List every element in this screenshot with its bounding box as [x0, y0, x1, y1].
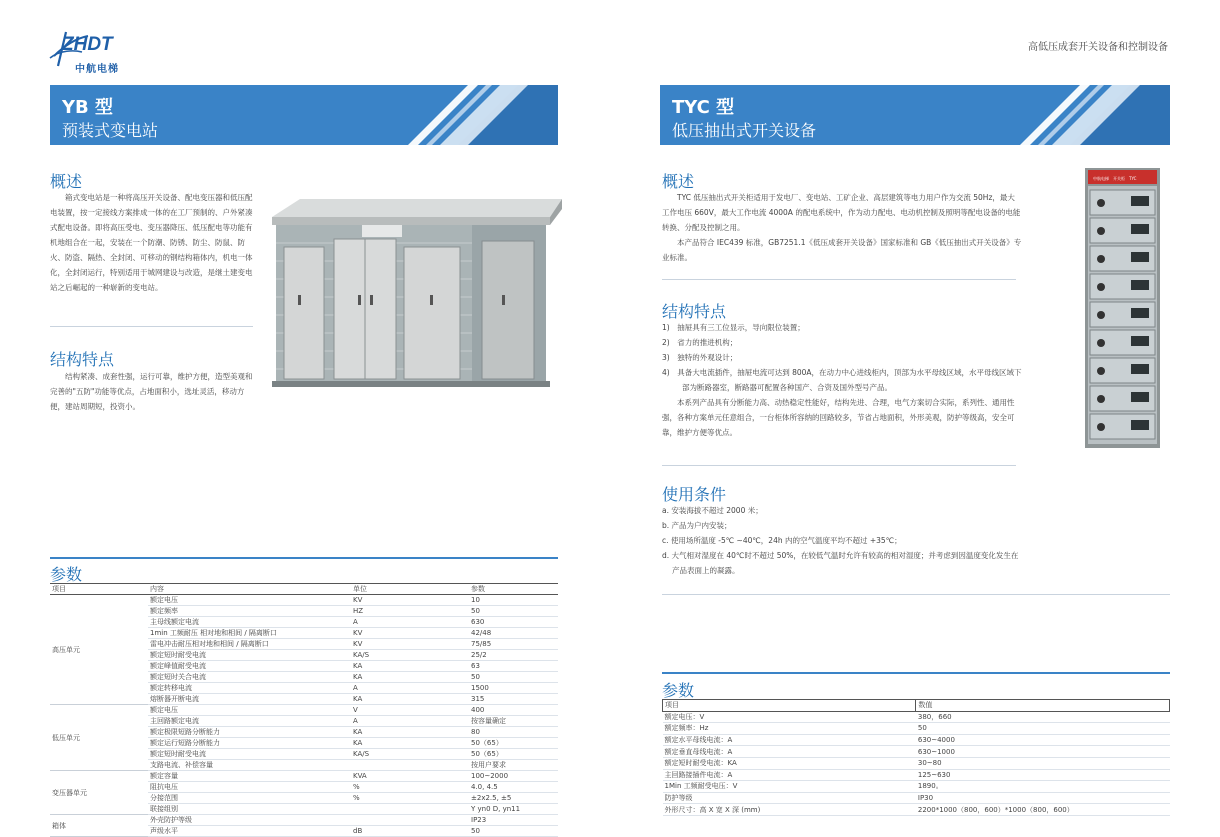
table-cell: 25/2 [469, 650, 558, 661]
table-cell: 额定频率 [148, 606, 351, 617]
table-cell [351, 760, 469, 771]
table-cell: 50 [469, 672, 558, 683]
divider [662, 594, 1170, 595]
divider [662, 279, 1016, 280]
table-cell: 315 [469, 694, 558, 705]
conditions-list [662, 503, 1022, 578]
table-row [663, 769, 1170, 781]
table-cell: 额定电压 [148, 595, 351, 606]
table-cell: 防护等级 [663, 792, 916, 804]
table-cell: KA/S [351, 749, 469, 760]
table-cell: A [351, 716, 469, 727]
table-header-cell: 内容 [148, 584, 351, 595]
table-cell: 80 [469, 727, 558, 738]
table-cell: % [351, 782, 469, 793]
table-header-cell: 项目 [50, 584, 148, 595]
table-group-cell: 高压单元 [50, 595, 148, 705]
divider [662, 465, 1016, 466]
table-cell: 125~630 [916, 769, 1170, 781]
divider-blue [662, 672, 1170, 674]
table-row [663, 734, 1170, 746]
table-header-cell: 单位 [351, 584, 469, 595]
table-row [663, 781, 1170, 793]
features-text [50, 369, 256, 414]
section-title-features: 结构特点 [662, 302, 727, 321]
features-item: 1) 抽屉具有三工位显示，导向限位装置； [662, 323, 805, 332]
table-cell: 外形尺寸：高 X 宽 X 深 (mm) [663, 804, 916, 816]
drawer-meter-icon [1131, 364, 1149, 374]
table-cell: KA/S [351, 650, 469, 661]
overview-paragraph: 箱式变电站是一种将高压开关设备、配电变压器和低压配电装置，按一定接线方案排成一体的在工厂预制的、户外紧凑式配电设备。即将高压受电、变压器降压、低压配电等功能有机地组合在一起，安装在一个防潮、防锈、防尘、防鼠、防火、防盗、隔热、全封闭、可移动的钢结构箱体内，机电一体化，全封闭运行，特别适用于城网建设与改造，是继土建变电站之后崛起的一种崭新的变电站。 [50, 193, 253, 292]
drawer-handle-icon [1097, 199, 1105, 207]
table-cell: 1500 [469, 683, 558, 694]
table-cell: KA [351, 694, 469, 705]
table-cell: 额定转移电流 [148, 683, 351, 694]
table-cell: 1890。 [916, 781, 1170, 793]
table-cell: KVA [351, 771, 469, 782]
table-cell: 380，660 [916, 711, 1170, 723]
table-cell: 额定电压 [148, 705, 351, 716]
section-title-overview: 概述 [50, 172, 83, 191]
table-cell: 按容量确定 [469, 716, 558, 727]
table-cell: A [351, 617, 469, 628]
drawer-handle-icon [1097, 255, 1105, 263]
table-cell: 630 [469, 617, 558, 628]
table-cell: IP23 [469, 815, 558, 826]
conditions-item: c. 使用场所温度 -5℃ ~40℃，24h 内的空气温度平均不超过 +35℃； [662, 536, 902, 545]
overview-text [662, 190, 1022, 265]
table-cell: IP30 [916, 792, 1170, 804]
drawer-meter-icon [1131, 308, 1149, 318]
features-paragraph: 本系列产品具有分断能力高、动热稳定性能好，结构先进、合理，电气方案切合实际，系列性、通用性强，各种方案单元任意组合，一台柜体所容纳的回路较多，节省占地面积，外形美观，防护等级高，安全可靠，维护方便等优点。 [662, 398, 1015, 437]
banner-title: TYC 型 [672, 97, 735, 118]
divider [50, 326, 253, 327]
drawer-handle-icon [1097, 339, 1105, 347]
table-cell: 400 [469, 705, 558, 716]
table-row [663, 723, 1170, 735]
table-cell: 熔断器开断电流 [148, 694, 351, 705]
table-cell: 50 [469, 606, 558, 617]
switchgear-cabinet-image [1085, 168, 1160, 448]
table-row [663, 711, 1170, 723]
table-cell: 额定垂直母线电流：A [663, 746, 916, 758]
table-cell: KA [351, 672, 469, 683]
divider-blue [50, 557, 558, 559]
table-cell: KA [351, 661, 469, 672]
params-table [50, 583, 558, 837]
table-cell: 额定电压：V [663, 711, 916, 723]
banner-stripes-icon [378, 85, 558, 145]
table-cell: 100~2000 [469, 771, 558, 782]
table-cell: KV [351, 639, 469, 650]
table-cell: 50 [916, 723, 1170, 735]
table-header-cell: 参数 [469, 584, 558, 595]
table-cell: 主母线额定电流 [148, 617, 351, 628]
banner-title: YB 型 [62, 97, 114, 118]
features-item: 3) 独特的外观设计； [662, 353, 738, 362]
drawer-handle-icon [1097, 395, 1105, 403]
table-cell: 阻抗电压 [148, 782, 351, 793]
drawer-handle-icon [1097, 227, 1105, 235]
substation-image [272, 195, 562, 387]
table-row [663, 746, 1170, 758]
params-table [662, 699, 1170, 816]
table-cell: 630~4000 [916, 734, 1170, 746]
table-cell: 4.0, 4.5 [469, 782, 558, 793]
table-header-cell: 项目 [663, 700, 916, 712]
banner-subtitle: 低压抽出式开关设备 [672, 121, 817, 140]
section-title-overview: 概述 [662, 172, 695, 191]
conditions-item: b. 产品为户内安装； [662, 521, 732, 530]
drawer-handle-icon [1097, 367, 1105, 375]
table-cell: KA [351, 738, 469, 749]
table-cell: A [351, 683, 469, 694]
table-cell: 75/85 [469, 639, 558, 650]
table-header-row [663, 700, 1170, 712]
table-cell: 联接组别 [148, 804, 351, 815]
drawer-meter-icon [1131, 420, 1149, 430]
table-cell: V [351, 705, 469, 716]
page-header-title: 高低压成套开关设备和控制设备 [1028, 42, 1168, 53]
logo-text: ZHDT [62, 34, 113, 55]
drawer-handle-icon [1097, 423, 1105, 431]
table-cell: 支路电流、补偿容量 [148, 760, 351, 771]
table-cell: 按用户要求 [469, 760, 558, 771]
logo-subtitle: 中航电梯 [75, 64, 119, 75]
conditions-item: a. 安装海拔不超过 2000 米； [662, 506, 763, 515]
table-cell: Y yn0 D, yn11 [469, 804, 558, 815]
table-cell: 30~80 [916, 757, 1170, 769]
table-header-cell: 数值 [916, 700, 1170, 712]
table-cell: 1Min 工频耐受电压：V [663, 781, 916, 793]
table-group-cell: 低压单元 [50, 705, 148, 771]
table-cell: HZ [351, 606, 469, 617]
section-title-features: 结构特点 [50, 350, 115, 369]
table-row [50, 815, 558, 826]
cabinet-label: 中航电梯 开关柜 TYC [1093, 176, 1137, 181]
table-cell: 额定短时耐受电流：KA [663, 757, 916, 769]
section-title-conditions: 使用条件 [662, 485, 727, 504]
table-row [663, 804, 1170, 816]
table-cell: 额定水平母线电流：A [663, 734, 916, 746]
table-cell: 额定容量 [148, 771, 351, 782]
table-cell: 10 [469, 595, 558, 606]
drawer-meter-icon [1131, 196, 1149, 206]
banner-stripes-icon [990, 85, 1170, 145]
table-cell: ±2x2.5, ±5 [469, 793, 558, 804]
table-row [50, 771, 558, 782]
table-cell: 50（65） [469, 738, 558, 749]
table-cell: 雷电冲击耐压相对地和相间 / 隔离断口 [148, 639, 351, 650]
table-cell: KV [351, 595, 469, 606]
overview-paragraph: 本产品符合 IEC439 标准，GB7251.1《低压成套开关设备》国家标准和 GB《低压抽出式开关设备》专业标准。 [662, 238, 1022, 262]
drawer-meter-icon [1131, 392, 1149, 402]
table-cell: 63 [469, 661, 558, 672]
table-cell: 50 [469, 826, 558, 837]
features-list [662, 320, 1022, 440]
table-cell [351, 804, 469, 815]
table-cell: 主回路额定电流 [148, 716, 351, 727]
drawer-meter-icon [1131, 336, 1149, 346]
drawer-handle-icon [1097, 311, 1105, 319]
banner-subtitle: 预装式变电站 [62, 121, 159, 140]
features-item: 2) 省力的推进机构； [662, 338, 738, 347]
table-cell: 1min 工频耐压 相对地和相间 / 隔离断口 [148, 628, 351, 639]
table-header-row [50, 584, 558, 595]
table-row [50, 705, 558, 716]
banner-yb [50, 85, 558, 145]
table-row [663, 792, 1170, 804]
table-cell: KV [351, 628, 469, 639]
conditions-item: d. 大气相对湿度在 40℃时不超过 50%，在较低气温时允许有较高的相对湿度；并考虑到因温度变化发生在产品表面上的凝露。 [662, 551, 1019, 575]
table-cell: 630~1000 [916, 746, 1170, 758]
table-cell: 主回路接插件电流：A [663, 769, 916, 781]
table-cell: 额定短时耐受电流 [148, 749, 351, 760]
table-cell: 额定频率：Hz [663, 723, 916, 735]
drawer-meter-icon [1131, 224, 1149, 234]
table-group-cell: 变压器单元 [50, 771, 148, 815]
table-cell: 额定运行短路分断能力 [148, 738, 351, 749]
table-cell: % [351, 793, 469, 804]
table-cell: 分接范围 [148, 793, 351, 804]
table-row [50, 595, 558, 606]
table-cell: 额定短时关合电流 [148, 672, 351, 683]
table-cell: 2200*1000（800，600）*1000（800，600） [916, 804, 1170, 816]
overview-text [50, 190, 256, 295]
features-paragraph: 结构紧凑、成套性强，运行可靠，维护方便，造型美观和完善的"五防"功能等优点，占地面积小，选址灵活，移动方便，建站周期短，投资小。 [50, 372, 253, 411]
table-cell: 声级水平 [148, 826, 351, 837]
drawer-meter-icon [1131, 252, 1149, 262]
table-cell [351, 815, 469, 826]
table-cell: 外壳防护等级 [148, 815, 351, 826]
table-cell: 额定短时耐受电流 [148, 650, 351, 661]
table-cell: dB [351, 826, 469, 837]
table-cell: 42/48 [469, 628, 558, 639]
drawer-meter-icon [1131, 280, 1149, 290]
table-cell: 额定极限短路分断能力 [148, 727, 351, 738]
table-cell: 额定峰值耐受电流 [148, 661, 351, 672]
features-item: 4) 具备大电流插件，抽屉电流可达到 800A，在动力中心进线柜内，顶部为水平母线区域，水平母线区域下部为断路器室，断路器可配置各种国产、合资及国外型号产品。 [662, 368, 1022, 392]
overview-paragraph: TYC 低压抽出式开关柜适用于发电厂、变电站、工矿企业、高层建筑等电力用户作为交流 50Hz，最大工作电压 660V，最大工作电流 4000A 的配电系统中，作为动力配电、电动机控制及照明等配电设备的电能转换、分配及控制之用。 [662, 193, 1021, 232]
table-cell: 50（65） [469, 749, 558, 760]
drawer-handle-icon [1097, 283, 1105, 291]
section-title-params: 参数 [50, 565, 83, 584]
section-title-params: 参数 [662, 681, 695, 700]
banner-tyc [660, 85, 1170, 145]
table-cell: KA [351, 727, 469, 738]
table-group-cell: 箱体 [50, 815, 148, 837]
table-row [663, 757, 1170, 769]
